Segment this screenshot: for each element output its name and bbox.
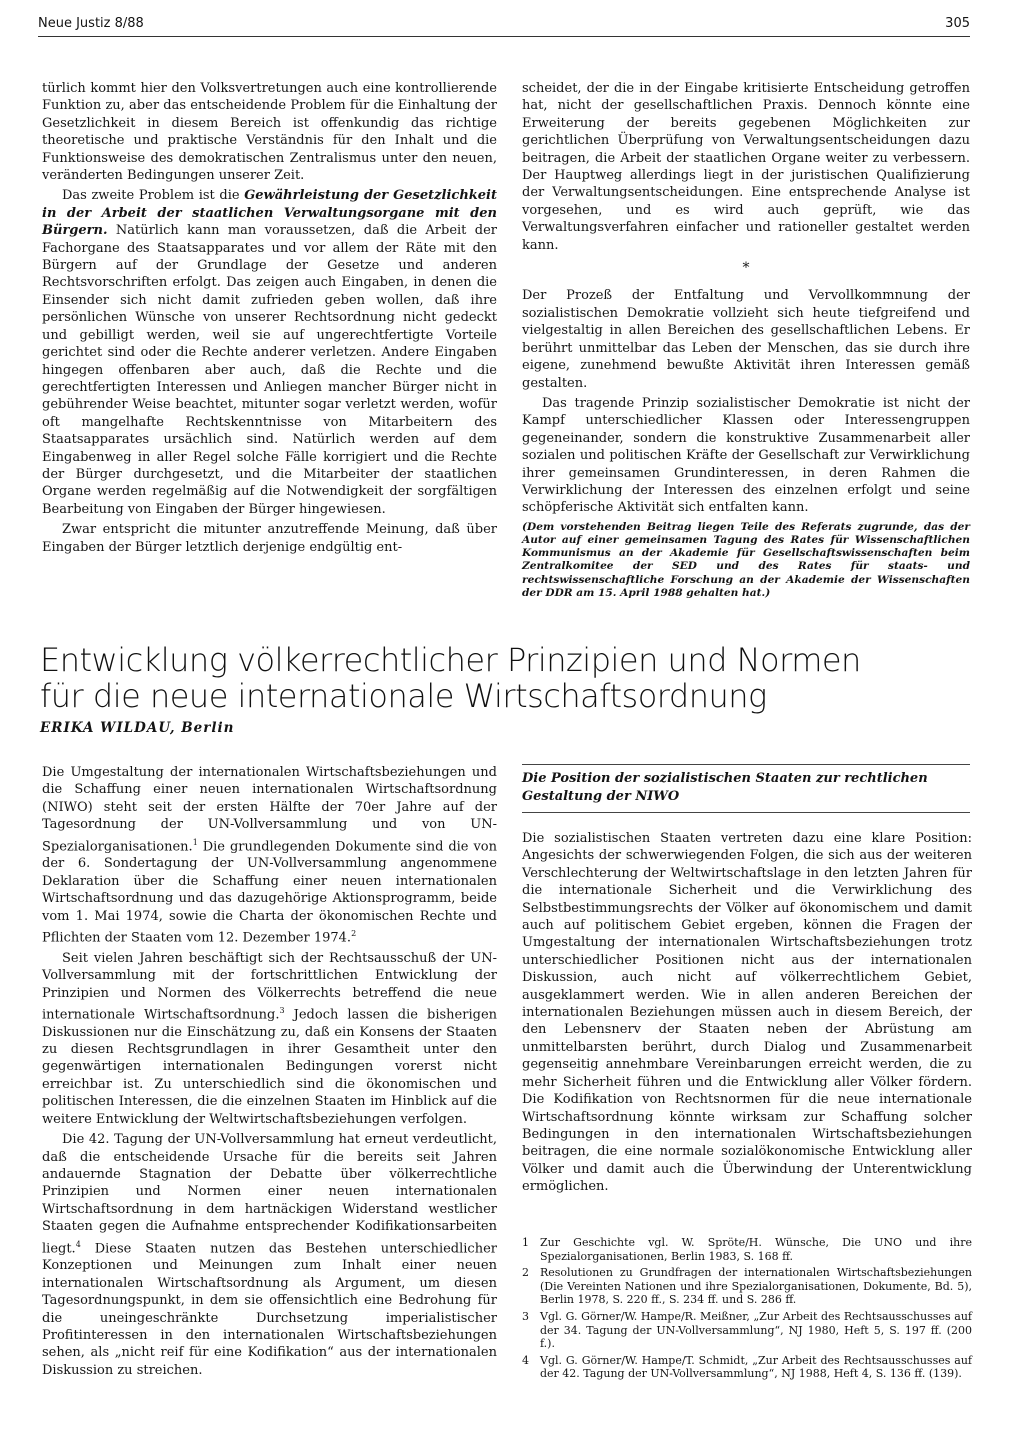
- footnote-number: 1: [522, 1236, 529, 1249]
- paragraph-text: Seit vielen Jahren beschäftigt sich der Rechtsausschuß der UN-Vollversammlung mit der fortschrittlichen Entwicklung der Prinzipien und Normen des Völkerrechts betreffend die neue internationale Wirtschaftsordnung.: [42, 950, 497, 1023]
- paragraph: türlich kommt hier den Volksvertretungen auch eine kontrollierende Funktion zu, aber das entscheidende Problem für die Einhaltung der Gesetzlichkeit in diesem Bereich ist offenkundig das richtige theoretische und praktische Verständnis für den Inhalt und die Funktionsweise des demokratischen Zentralismus unter den neuen, veränderten Bedingungen unserer Zeit.: [42, 81, 497, 184]
- section-heading: Die Position der sozialistischen Staaten zur rechtlichen Gestaltung der NIWO: [522, 771, 928, 804]
- article-title: [40, 642, 980, 714]
- paragraph-text: Natürlich kann man voraussetzen, daß die Arbeit der Fachorgane des Staatsapparates und vor allem der Räte mit den Bürgern auf der Grundlage der Gesetze und anderen Rechtsvorschriften erfolgt. Das zeigen auch Eingaben, in denen die Einsender sich nicht damit zufrieden geben wollen, daß ihre persönlichen Wünsche von unserer Rechtsordnung nicht gedeckt und gebilligt werden, weil sie auf ungerechtfertigte Vorteile gerichtet sind oder die Rechte anderer verletzen. Andere Eingaben hingegen offenbaren aber auch, daß die Rechte und die gerechtfertigten Interessen und Anliegen mancher Bürger nicht in gebührender Weise beachtet, mitunter sogar verletzt werden, wofür oft mangelhafte Rechtskenntnisse von Mitarbeitern des Staatsapparates ursächlich sind. Natürlich werden auf dem Eingabenweg in aller Regel solche Fälle korrigiert und die Rechte der Bürger durchgesetzt, und die Mitarbeiter der staatlichen Organe werden regelmäßig auf die Notwendigkeit der sorgfältigen Bearbeitung von Eingaben der Bürger hingewiesen.: [42, 223, 497, 517]
- section-rule-top: [522, 764, 970, 765]
- paragraph: [42, 1131, 497, 1379]
- article-author: ERIKA WILDAU, Berlin: [40, 720, 235, 736]
- emphasis: Gewährleistung der Gesetzlichkeit in der Arbeit der staatlichen Verwaltungsorgane mit den Bürgern.: [42, 188, 497, 239]
- footnote-ref: 1: [192, 837, 198, 847]
- column-2: [522, 80, 970, 603]
- footnote-text: Vgl. G. Görner/W. Hampe/R. Meißner, „Zur Arbeit des Rechtsausschusses auf der 34. Tagung der UN-Vollversammlung“, NJ 1980, Heft 5, S. 197 ff. (200 f.).: [540, 1309, 972, 1351]
- footnote-number: 3: [522, 1309, 529, 1323]
- footnotes: [522, 1236, 972, 1384]
- paragraph: [42, 950, 497, 1128]
- footnote: [522, 1310, 972, 1351]
- footnote: [522, 1354, 972, 1381]
- running-header-journal: Neue Justiz 8/88: [38, 16, 144, 31]
- title-line-1: Entwicklung völkerrechtlicher Prinzipien und Normen: [40, 641, 861, 679]
- paragraph: Das tragende Prinzip sozialistischer Demokratie ist nicht der Kampf unterschiedlicher Klassen oder Interessengruppen gegeneinander, sondern die konstruktive Zusammenarbeit aller sozialen und politischen Kräfte der Gesellschaft zur Verwirklichung ihrer gemeinsamen Grundinteressen, in deren Rahmen die Verwirklichung der Interessen des einzelnen erfolgt und seine schöpferische Aktivität sich entfalten kann.: [522, 395, 970, 516]
- paragraph: Zwar entspricht die mitunter anzutreffende Meinung, daß über Eingaben der Bürger letztlich derjenige endgültig ent-: [42, 522, 497, 555]
- paragraph-lead: Das zweite Problem ist die: [62, 188, 245, 204]
- footnote-number: 2: [522, 1266, 529, 1280]
- title-line-2: für die neue internationale Wirtschaftsordnung: [40, 677, 767, 715]
- column-1: [42, 80, 497, 559]
- column-4: [522, 830, 972, 1199]
- footnote-number: 4: [522, 1353, 529, 1367]
- footnote-ref: 4: [75, 1239, 81, 1249]
- footnote: [522, 1236, 972, 1263]
- footnote: [522, 1266, 972, 1307]
- paragraph-text: Die Umgestaltung der internationalen Wirtschaftsbeziehungen und die Schaffung einer neuen internationalen Wirtschaftsordnung (NIWO) steht seit der ersten Hälfte der 70er Jahre auf der Tagesordnung der UN-Vollversammlung und von UN-Spezialorganisationen.: [42, 765, 497, 854]
- paragraph: Der Prozeß der Entfaltung und Vervollkommnung der sozialistischen Demokratie vollzieht sich heute tiefgreifend und vielgestaltig in allen Bereichen des gesellschaftlichen Lebens. Er berührt unmittelbar das Leben der Menschen, das sie durch ihre eigene, zunehmend bewußte Aktivität ihren Interessen gemäß gestalten.: [522, 288, 970, 391]
- column-3: [42, 764, 497, 1382]
- paragraph: [42, 187, 497, 518]
- paragraph-text: Die grundlegenden Dokumente sind die von der 6. Sondertagung der UN-Vollversammlung angenommene Deklaration über die Schaffung einer neuen internationalen Wirtschaftsordnung und das dazugehörige Aktionsprogramm, beide vom 1. Mai 1974, sowie die Charta der ökonomischen Rechte und Pflichten der Staaten vom 12. Dezember 1974.: [42, 838, 497, 946]
- footnote-text: Resolutionen zu Grundfragen der internationalen Wirtschaftsbeziehungen (Die Vereinten Nationen und ihre Spezialorganisationen, Dokumente, Bd. 5), Berlin 1978, S. 220 ff., S. 234 ff. und S. 286 ff.: [540, 1266, 972, 1307]
- footnote-ref: 3: [279, 1005, 285, 1015]
- paragraph: Die sozialistischen Staaten vertreten dazu eine klare Position: Angesichts der schwerwiegenden Folgen, die sich aus der weiteren Verschlechterung der Weltwirtschaftslage in den letzten Jahren für die internationale Sicherheit und die Verwirklichung des Selbstbestimmungsrechts der Völker auf ökonomischem und damit auch auf politischem Gebiet ergeben, können die Fragen der Umgestaltung der internationalen Wirtschaftsbeziehungen trotz unterschiedlicher Positionen nicht aus der internationalen Diskussion, auch nicht auf völkerrechtlichem Gebiet, ausgeklammert werden. Wie in allen anderen Bereichen der internationalen Beziehungen müssen auch in diesem Bereich, der den Lebensnerv der Staaten neben der Abrüstung am unmittelbarsten berührt, durch Dialog und Zusammenarbeit gegenseitig annehmbare Vereinbarungen erreicht werden, die zu mehr Sicherheit führen und die Entwicklung aller Völker fördern. Die Kodifikation von Rechtsnormen für die neue internationale Wirtschaftsordnung könnte wirksam zur Schaffung solcher Bedingungen in den internationalen Wirtschaftsbeziehungen beitragen, die eine normale sozialökonomische Entwicklung aller Völker und damit auch die Überwindung der Unterentwicklung ermöglichen.: [522, 831, 972, 1195]
- editorial-note: (Dem vorstehenden Beitrag liegen Teile des Referats zugrunde, das der Autor auf einer gemeinsamen Tagung des Rates für Wissenschaftlichen Kommunismus an der Akademie für Gesellschaftswissenschaften beim Zentralkomitee der SED und des Rates für staats- und rechtswissenschaftliche Forschung an der Akademie der Wissenschaften der DDR am 15. April 1988 gehalten hat.): [522, 520, 970, 599]
- footnote-ref: 2: [351, 928, 357, 938]
- paragraph-text: Die 42. Tagung der UN-Vollversammlung hat erneut verdeutlicht, daß die entscheidende Ursache für die bereits seit Jahren andauernde Stagnation der Debatte über völkerrechtliche Prinzipien und Normen einer neuen internationalen Wirtschaftsordnung in dem hartnäckigen Widerstand westlicher Staaten gegen die Aufnahme entsprechender Kodifikationsarbeiten liegt.: [42, 1132, 497, 1256]
- page-number: 305: [945, 16, 970, 31]
- paragraph: scheidet, der die in der Eingabe kritisierte Entscheidung getroffen hat, nicht der gesellschaftlichen Praxis. Dennoch könnte eine Erweiterung der bereits gegebenen Möglichkeiten zur gerichtlichen Überprüfung von Verwaltungsentscheidungen dazu beitragen, die Arbeit der staatlichen Organe weiter zu verbessern. Der Hauptweg allerdings liegt in der juristischen Qualifizierung der Verwaltungsentscheidungen. Eine entsprechende Analyse ist vorgesehen, und es wird auch geprüft, wie das Verwaltungsverfahren einfacher und rationeller gestaltet werden kann.: [522, 81, 970, 253]
- footnote-text: Zur Geschichte vgl. W. Spröte/H. Wünsche, Die UNO und ihre Spezialorganisationen, Berlin 1983, S. 168 ff.: [540, 1236, 972, 1263]
- section-divider-star: *: [742, 260, 750, 277]
- section-rule-bottom: [522, 812, 970, 813]
- paragraph: [42, 764, 497, 947]
- paragraph-text: Diese Staaten nutzen das Bestehen unterschiedlicher Konzeptionen und Meinungen zum Inhalt einer neuen internationalen Wirtschaftsordnung als Argument, um diesen Tagesordnungspunkt, in dem sie offensichtlich eine Bedrohung für die uneingeschränkte Durchsetzung imperialistischer Profitinteressen in den internationalen Wirtschaftsbeziehungen sehen, als „nicht reif für eine Kodifikation“ aus der internationalen Diskussion zu streichen.: [42, 1240, 497, 1378]
- paragraph-text: Jedoch lassen die bisherigen Diskussionen nur die Einschätzung zu, daß ein Konsens der Staaten zu diesen Rechtsgrundlagen in ihrer Gesamtheit unter den gegenwärtigen internationalen Bedingungen vorerst nicht erreichbar ist. Zu unterschiedlich sind die ökonomischen und politischen Interessen, die die einzelnen Staaten im Hinblick auf die weitere Entwicklung der Weltwirtschaftsbeziehungen verfolgen.: [42, 1007, 498, 1127]
- header-rule: [38, 36, 970, 37]
- footnote-text: Vgl. G. Görner/W. Hampe/T. Schmidt, „Zur Arbeit des Rechtsausschusses auf der 42. Tagung der UN-Vollversammlung“, NJ 1988, Heft 4, S. 136 ff. (139).: [540, 1353, 972, 1381]
